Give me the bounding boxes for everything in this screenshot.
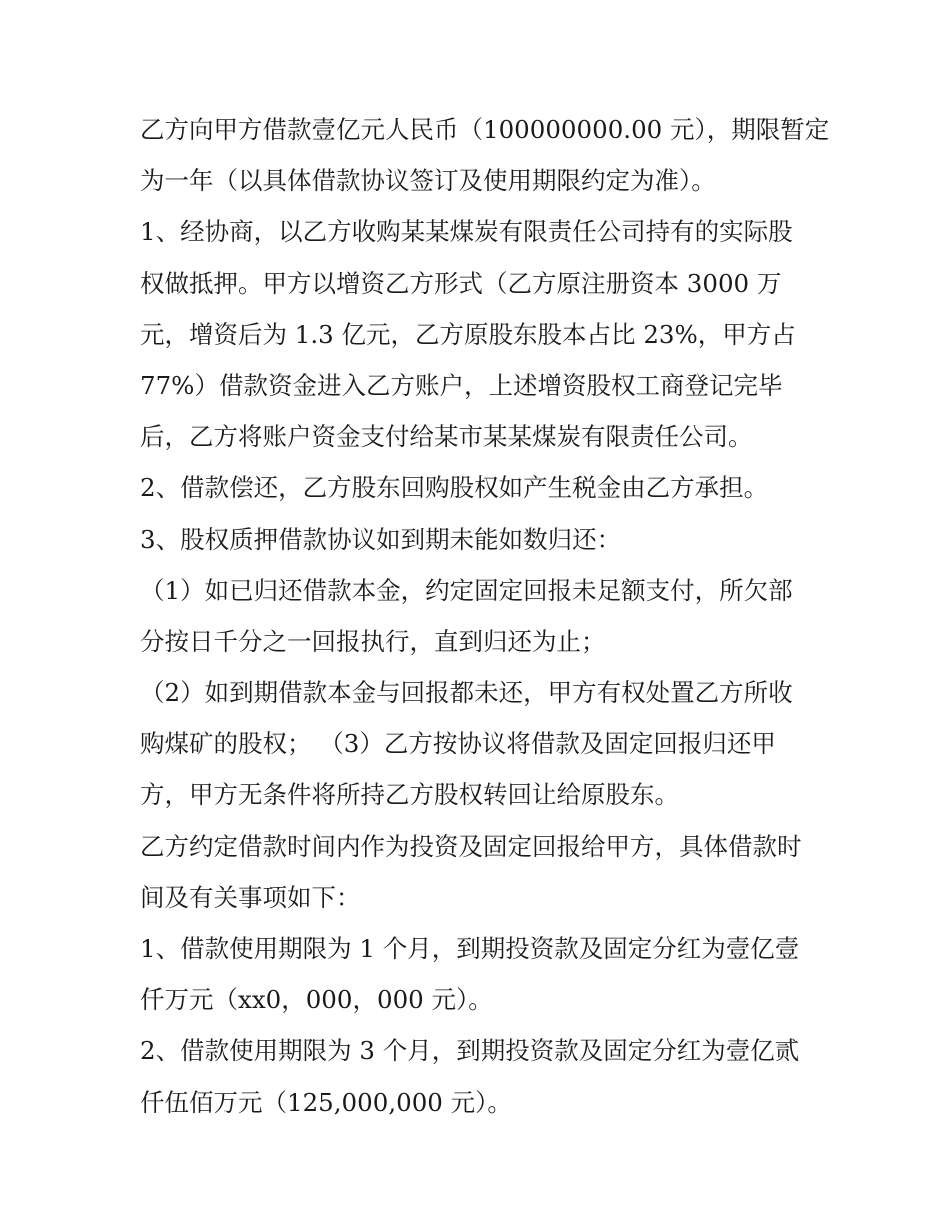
paragraph-line: 1、借款使用期限为 1 个月，到期投资款及固定分红为壹亿壹	[140, 934, 800, 963]
paragraph-line: （1）如已归还借款本金，约定固定回报未足额支付，所欠部	[140, 575, 793, 605]
paragraph-line: 77%）借款资金进入乙方账户，上述增资股权工商登记完毕	[140, 370, 783, 400]
paragraph-line: 仟伍佰万元（125,000,000 元）。	[140, 1087, 512, 1117]
paragraph-line: 3、股权质押借款协议如到期未能如数归还：	[140, 524, 622, 554]
paragraph-line: 权做抵押。甲方以增资乙方形式（乙方原注册资本 3000 万	[140, 268, 782, 298]
paragraph-line: 乙方约定借款时间内作为投资及固定回报给甲方，具体借款时	[140, 831, 802, 861]
paragraph-line: 2、借款使用期限为 3 个月，到期投资款及固定分红为壹亿贰	[140, 1036, 800, 1066]
paragraph-line: 分按日千分之一回报执行，直到归还为止；	[140, 626, 606, 656]
paragraph-line: 1、经协商，以乙方收购某某煤炭有限责任公司持有的实际股	[140, 217, 793, 247]
paragraph-line: 购煤矿的股权； （3）乙方按协议将借款及固定回报归还甲	[140, 729, 776, 759]
paragraph-line: 仟万元（xx0，000，000 元）。	[140, 985, 493, 1015]
paragraph-line: 为一年（以具体借款协议签订及使用期限约定为准）。	[140, 166, 716, 196]
document-body	[140, 104, 830, 1128]
paragraph-line: 乙方向甲方借款壹亿元人民币（100000000.00 元），期限暂定	[140, 115, 830, 144]
paragraph-line: 方，甲方无条件将所持乙方股权转回让给原股东。	[140, 780, 679, 810]
paragraph-line: （2）如到期借款本金与回报都未还，甲方有权处置乙方所收	[140, 678, 793, 708]
paragraph-line: 元，增资后为 1.3 亿元，乙方原股东股本占比 23%，甲方占	[140, 319, 796, 349]
paragraph-line: 2、借款偿还，乙方股东回购股权如产生税金由乙方承担。	[140, 473, 769, 503]
paragraph-line: 后，乙方将账户资金支付给某市某某煤炭有限责任公司。	[140, 422, 753, 452]
paragraph-line: 间及有关事项如下：	[140, 882, 361, 912]
